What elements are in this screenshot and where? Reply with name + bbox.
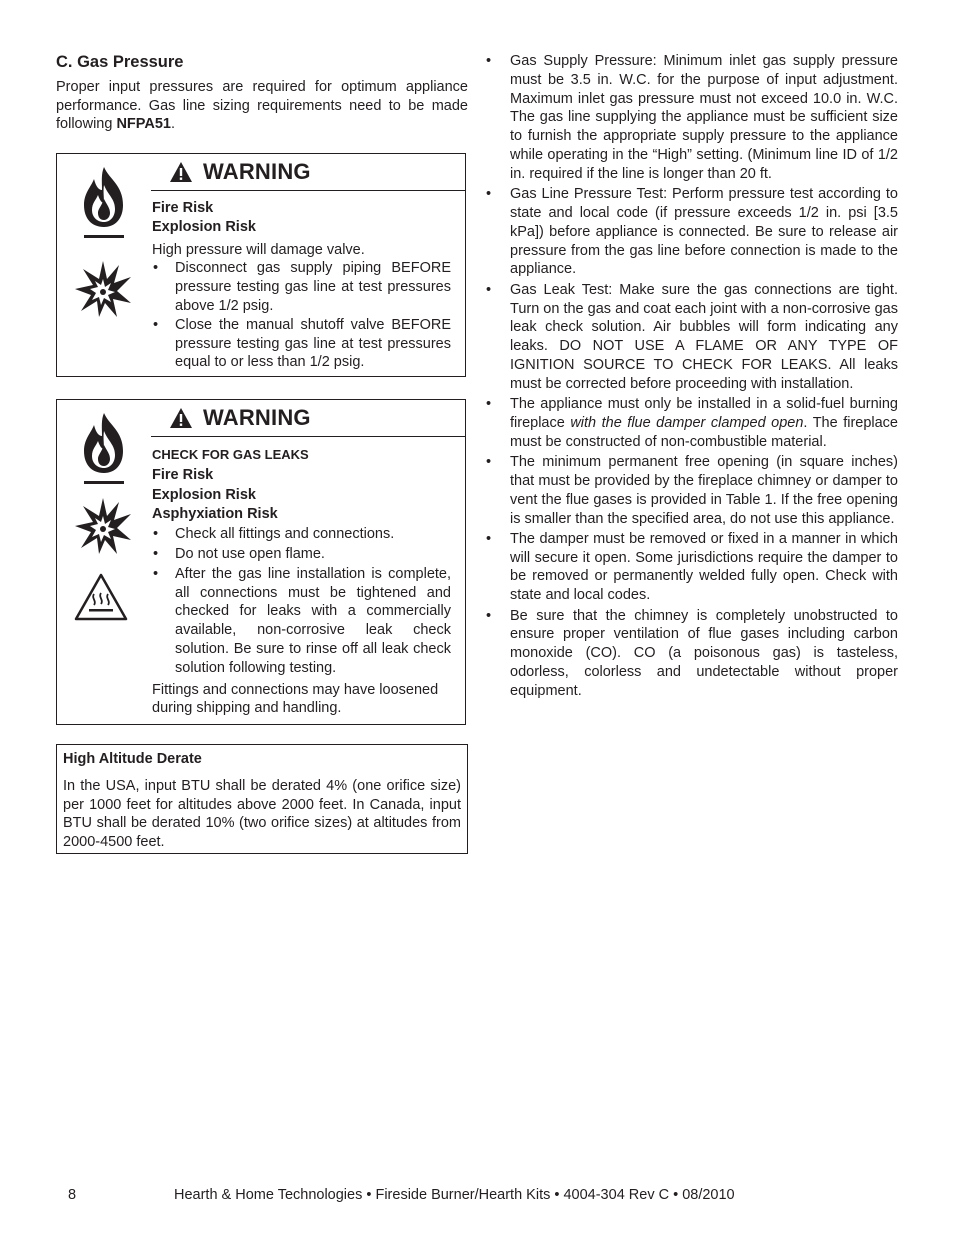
risk-explosion: Explosion Risk (152, 218, 256, 235)
list-item: • Gas Supply Pressure: Minimum inlet gas supply pressure must be 3.5 in. W.C. for the purpose of input adjustment. Maximum inlet gas pressure must not exceed 10.0 in. W.C. The gas line supplying the appliance must be sufficient size to furnish the appropriate supply pressure to the appliance while operating in the “High” setting. (Minimum line ID of 1/2 in. required if the line is longer than 20 ft. (486, 52, 898, 184)
intro-end: . (170, 116, 176, 133)
altitude-box (56, 744, 468, 854)
intro-bold: NFPA51 (116, 116, 171, 133)
section-intro (56, 78, 468, 134)
warning-box-leaks (56, 399, 466, 725)
list-item: • Be sure that the chimney is completely unobstructed to ensure proper ventilation of flue gases including carbon monoxide (CO). CO (a poisonous gas) is tasteless, odorless, colorless and undetectable without proper equipment. (486, 607, 898, 701)
hot-surface-icon (73, 572, 129, 622)
altitude-title: High Altitude Derate (63, 751, 202, 767)
right-column (486, 52, 898, 702)
page-number: 8 (68, 1187, 77, 1203)
fire-hazard-icon (77, 411, 131, 489)
explosion-hazard-icon (73, 496, 133, 556)
list-item: • The damper must be removed or fixed in a manner in which will secure it open. Some jurisdictions require the damper to be removed or permanently welded fully open. Check with state and local codes. (486, 530, 898, 605)
warning-lead: High pressure will damage valve. (152, 241, 365, 258)
footer-text: Hearth & Home Technologies • Fireside Burner/Hearth Kits • 4004-304 Rev C • 08/2010 (174, 1187, 735, 1203)
item-italic: with the flue damper clamped open (570, 414, 804, 431)
warning-header (151, 400, 465, 437)
warning-triangle-icon (169, 407, 193, 429)
warning-body (152, 191, 465, 372)
list-item (486, 395, 898, 451)
warning-triangle-icon (169, 161, 193, 183)
list-item: • Gas Line Pressure Test: Perform pressure test according to state and local code (if pressure exceeds 1/2 in. psi [3.5 kPa]) before appliance is connected. Be sure to release air pressure from the gas line before connection is made to the appliance. (486, 185, 898, 279)
fire-hazard-icon (77, 165, 131, 243)
list-item: • The minimum permanent free opening (in square inches) that must be provided by the fireplace chimney or damper to vent the flue gases is provided in Table 1. If the free opening is smaller than the specified area, do not use this appliance. (486, 453, 898, 528)
requirements-list (486, 52, 898, 701)
warning-bullets (152, 525, 451, 677)
warning-body (152, 437, 465, 718)
intro-text: Proper input pressures are required for optimum appliance performance. Gas line sizing requirements need to be made following (56, 79, 468, 133)
risk-explosion: Explosion Risk (152, 486, 256, 503)
section-title: C. Gas Pressure (56, 53, 184, 71)
risk-asphyxiation: Asphyxiation Risk (152, 506, 278, 523)
warning-subtitle: CHECK FOR GAS LEAKS (152, 447, 309, 462)
item-text: The appliance must only be installed in a solid-fuel burning fireplace (510, 396, 898, 431)
risk-fire: Fire Risk (152, 200, 214, 216)
warning-label: WARNING (203, 405, 311, 430)
explosion-hazard-icon (73, 259, 133, 319)
warning-box-pressure (56, 153, 466, 377)
warning-bullets (152, 259, 451, 372)
warning-label: WARNING (203, 159, 311, 184)
risk-fire: Fire Risk (152, 466, 214, 483)
warning-closing: Fittings and connections may have loosened during shipping and handling. (152, 681, 439, 717)
list-item: • After the gas line installation is complete, all connections must be tightened and checked for leaks with a commercially available, non-corrosive leak check solution. Be sure to rinse off all leak check solution following testing. (152, 565, 451, 678)
left-column (56, 52, 468, 134)
list-item: • Close the manual shutoff valve BEFORE pressure testing gas line at test pressures equal to or less than 1/2 psig. (152, 316, 451, 372)
list-item: • Check all fittings and connections. (152, 525, 451, 544)
altitude-body: In the USA, input BTU shall be derated 4% (one orifice size) per 1000 feet for altitudes above 2000 feet. In Canada, input BTU shall be derated 10% (two orifice sizes) at altitudes from 2000-4500 feet. (63, 778, 461, 850)
list-item: • Gas Leak Test: Make sure the gas connections are tight. Turn on the gas and coat each joint with a non-corrosive gas leak check solution. Air bubbles will form indicating any leaks. DO NOT USE A FLAME OR ANY TYPE OF IGNITION SOURCE TO CHECK FOR LEAKS. All leaks must be corrected before proceeding with installation. (486, 281, 898, 394)
list-item: • Do not use open flame. (152, 545, 451, 564)
warning-header (151, 154, 465, 191)
list-item: • Disconnect gas supply piping BEFORE pressure testing gas line at test pressures above 1/2 psig. (152, 259, 451, 315)
item-text-end: . The fireplace must be constructed of non-combustible material. (510, 414, 898, 450)
